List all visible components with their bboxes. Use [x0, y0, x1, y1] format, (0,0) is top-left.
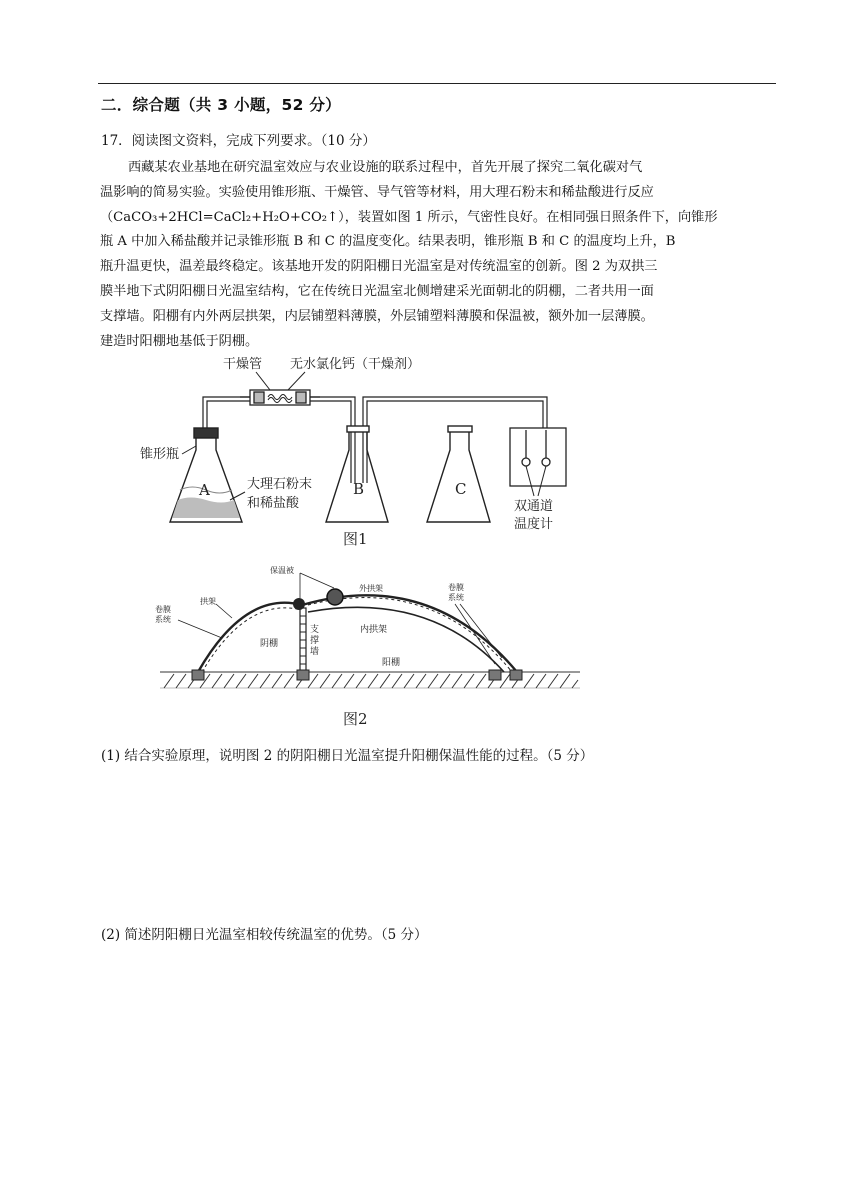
sub-question-1: (1) 结合实验原理，说明图 2 的阴阳棚日光温室提升阳棚保温性能的过程。（5 分）: [101, 748, 594, 764]
inner-arch-label: 内拱架: [360, 625, 388, 635]
question-passage: [100, 156, 780, 354]
passage-line: 建造时阳棚地基低于阴棚。: [100, 333, 259, 349]
flask-c: [427, 426, 490, 522]
passage-line: 瓶 A 中加入稀盐酸并记录锥形瓶 B 和 C 的温度变化。结果表明，锥形瓶 B 和 C 的温度均上升，B: [100, 234, 676, 250]
inner-arch: [308, 607, 504, 672]
outer-arch: [302, 595, 517, 672]
thermometer-label-2: 温度计: [514, 517, 554, 532]
quilt-label: 保温被: [270, 566, 294, 575]
desiccant-label: 无水氯化钙（干燥剂）: [290, 357, 421, 372]
thermometer-label-1: 双通道: [514, 499, 554, 514]
film-left-label-2: 系统: [155, 615, 171, 624]
quilt-roll-left: [293, 598, 305, 610]
flask-label: 锥形瓶: [140, 447, 180, 462]
quilt-roll-right: [327, 589, 343, 605]
header-rule: [98, 83, 776, 84]
figure-2-caption: 图2: [343, 710, 368, 728]
film-left-label-1: 卷膜: [155, 605, 171, 614]
wall-label-2: 撑: [310, 636, 320, 646]
flask-c-label: C: [455, 480, 467, 498]
arch-label: 拱架: [200, 597, 216, 606]
shade-shed-label: 阴棚: [260, 639, 279, 649]
wall-label-1: 支: [310, 625, 320, 635]
shade-arch: [198, 603, 302, 672]
sun-shed-label: 阳棚: [382, 658, 401, 668]
passage-line: 瓶升温更快，温差最终稳定。该基地开发的阴阳棚日光温室是对传统温室的创新。图 2 为双拱三: [100, 259, 658, 275]
flask-b-label: B: [353, 480, 365, 498]
drying-tube: [240, 390, 320, 405]
film-right-label-2: 系统: [448, 593, 464, 602]
support-wall: [300, 608, 306, 674]
wall-label-3: 墙: [310, 647, 320, 657]
section-title: 二．综合题（共 3 小题，52 分）: [101, 96, 341, 114]
outer-arch-label: 外拱架: [359, 584, 383, 593]
dual-channel-thermometer: [510, 428, 566, 496]
passage-line: 膜半地下式阴阳棚日光温室结构，它在传统日光温室北侧增建采光面朝北的阴棚，二者共用一面: [100, 283, 654, 299]
passage-line: （CaCO₃+2HCl=CaCl₂+H₂O+CO₂↑），装置如图 1 所示，气密性良好。在相同强日照条件下，向锥形: [100, 209, 718, 225]
film-right-label-1: 卷膜: [448, 583, 464, 592]
sub-question-2: (2) 简述阴阳棚日光温室相较传统温室的优势。（5 分）: [101, 927, 428, 943]
question-header: 17．阅读图文资料，完成下列要求。（10 分）: [101, 133, 376, 149]
passage-line: 支撑墙。阳棚有内外两层拱架，内层铺塑料薄膜，外层铺塑料薄膜和保温被，额外加一层薄膜。: [100, 308, 654, 324]
figure-1-caption: 图1: [343, 530, 368, 548]
reagent-label-1: 大理石粉末: [247, 477, 313, 492]
flask-a: [170, 428, 242, 522]
flask-b: [326, 426, 388, 522]
passage-line: 西藏某农业基地在研究温室效应与农业设施的联系过程中，首先开展了探究二氧化碳对气: [128, 160, 643, 175]
gas-tubes: [203, 397, 547, 483]
figure-1-apparatus: [130, 350, 580, 550]
reagent-label-2: 和稀盐酸: [247, 496, 300, 511]
passage-line: 温影响的简易实验。实验使用锥形瓶、干燥管、导气管等材料，用大理石粉末和稀盐酸进行反应: [100, 184, 654, 200]
drying-tube-label: 干燥管: [223, 357, 263, 372]
figure-2-greenhouse: [150, 560, 590, 730]
flask-a-label: A: [199, 481, 210, 499]
